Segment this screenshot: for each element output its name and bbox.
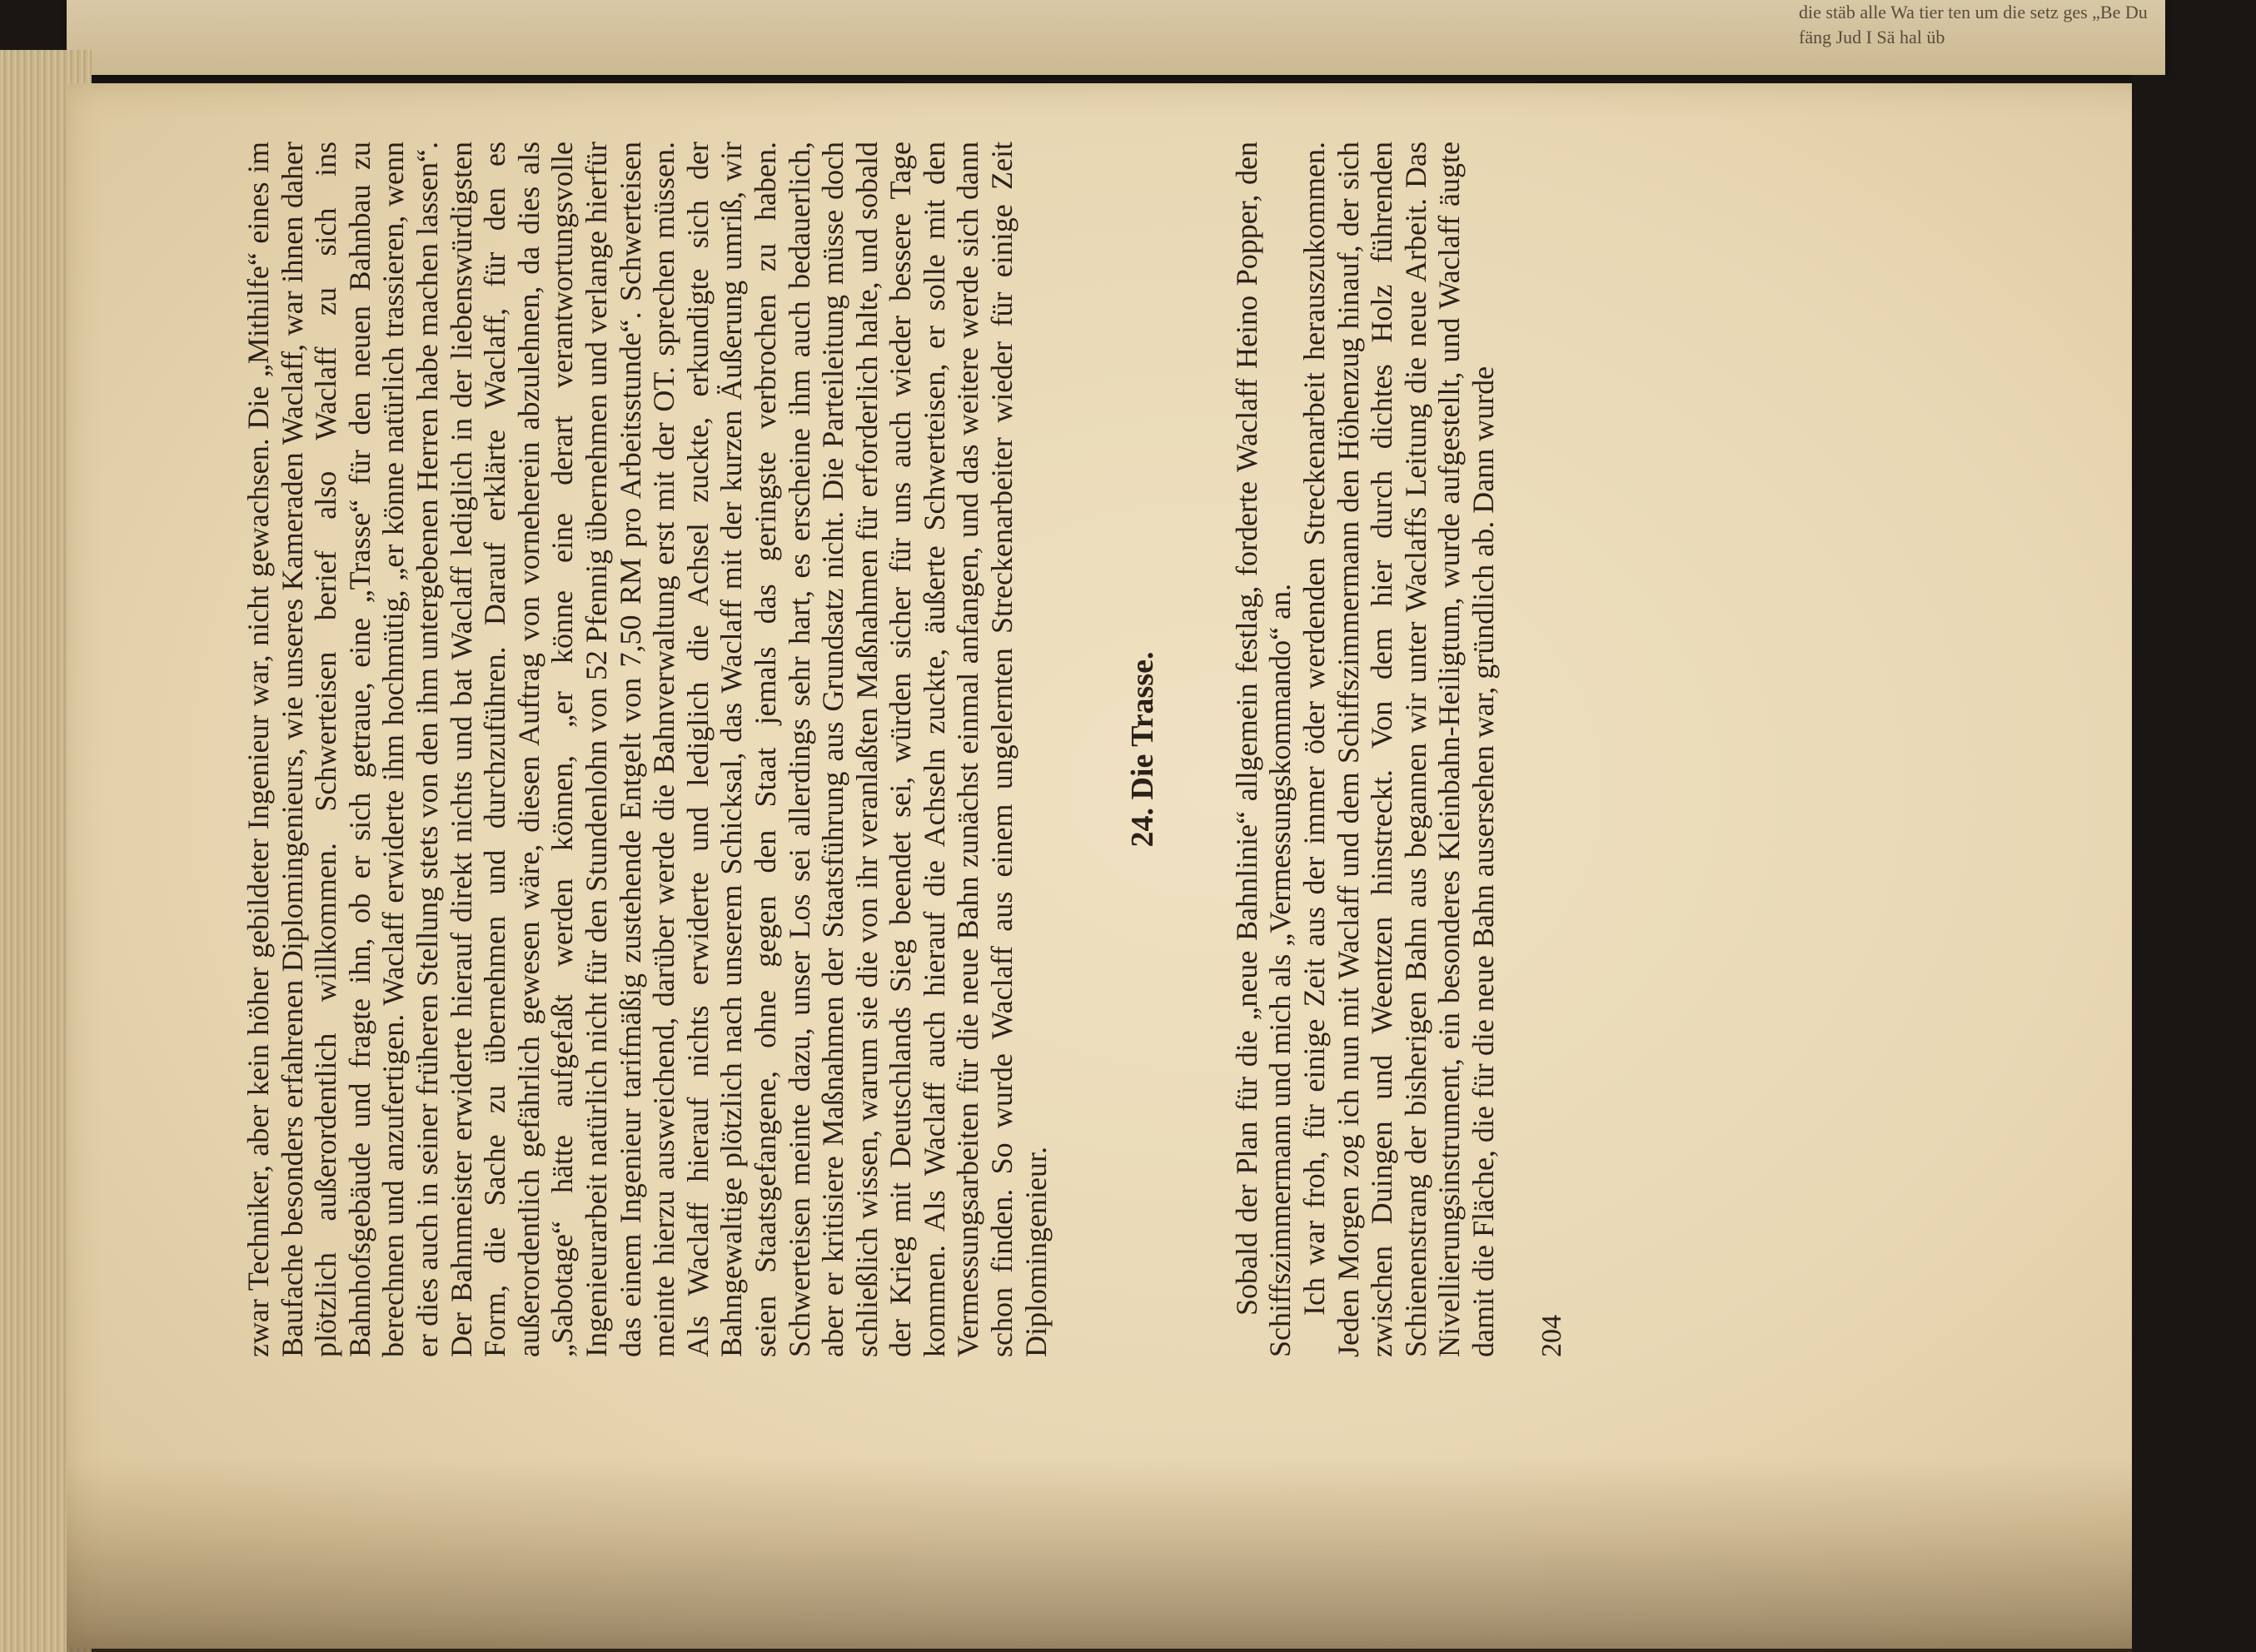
page-number: 204 [1536,1315,1567,1357]
background-shadow [2132,75,2256,1652]
body-paragraph: zwar Techniker, aber kein höher gebildeter Ingenieur war, nicht gewachsen. Die „Mithilfe“ eines im Baufache besonders erfahrenen Diplomingenieurs, wie unseres Kameraden Waclaff, war ihnen daher plötzlich außerordentlich willkommen. Schwerteisen berief also Waclaff zu sich ins Bahnhofsgebäude und fragte ihn, ob er sich getraue, eine „Trasse“ für den neuen Bahnbau zu berechnen und anzufertigen. Waclaff erwiderte ihm hochmütig, „er könne natürlich trassieren, wenn er dies auch in seiner früheren Stellung stets von den ihm untergebenen Herren habe machen lassen“. Der Bahnmeister erwiderte hierauf direkt nichts und bat Waclaff lediglich in der liebenswürdigsten Form, die Sache zu übernehmen und durchzuführen. Darauf erklärte Waclaff, für den es außerordentlich gefährlich gewesen wäre, diesen Auftrag von vorneherein abzulehnen, da dies als „Sabotage“ hätte aufgefaßt werden können, „er könne eine derart verantwortungsvolle Ingenieurarbeit natürlich nicht für den Stundenlohn von 52 Pfennig übernehmen und verlange hierfür das einem Ingenieur tarifmäßig zustehende Entgelt von 7,50 RM pro Arbeitsstunde“. Schwerteisen meinte hierzu ausweichend, darüber werde die Bahnverwaltung erst mit der OT. sprechen müssen. Als Waclaff hierauf nichts erwiderte und lediglich die Achsel zuckte, erkundigte sich der Bahngewaltige plötzlich nach unserem Schicksal, das Waclaff mit der kurzen Äußerung umriß, wir seien Staatsgefangene, ohne gegen den Staat jemals das geringste verbrochen zu haben. Schwerteisen meinte dazu, unser Los sei allerdings sehr hart, es erscheine ihm auch bedauerlich, aber er kritisiere Maßnahmen der Staatsführung aus Grundsatz nicht. Die Parteileitung müsse doch schließlich wissen, warum sie die von ihr veranlaßten Maßnahmen für erforderlich halte, und sobald der Krieg mit Deutschlands Sieg beendet sei, würden sicher für uns auch wieder bessere Tage kommen. Als Waclaff auch hierauf die Achseln zuckte, äußerte Schwerteisen, er solle mit den Vermessungsarbeiten für die neue Bahn zunächst einmal anfangen, und das weitere werde sich dann schon finden. So wurde Waclaff aus einem ungelernten Streckenarbeiter wieder für einige Zeit Diplomingenieur. [242,142,1053,1357]
section-paragraph: Sobald der Plan für die „neue Bahnlinie“ allgemein festlag, forderte Waclaff Heino Popper, den Schiffszimmermann und mich als „Vermessungskommando“ an. [1229,142,1297,1357]
section-paragraph: Ich war froh, für einige Zeit aus der immer öder werdenden Streckenarbeit herauszukommen. Jeden Morgen zog ich nun mit Waclaff und dem Schiffszimmermann den Höhenzug hinauf, der sich zwischen Duingen und Weentzen hinstreckt. Von dem hier durch dichtes Holz führenden Schienenstrang der bisherigen Bahn aus begannen wir unter Waclaffs Leitung die neue Arbeit. Das Nivellierungsinstrument, ein besonderes Kleinbahn-Heiligtum, wurde aufgestellt, und Waclaff äugte damit die Fläche, die für die neue Bahn ausersehen war, gründlich ab. Dann wurde [1297,142,1500,1357]
next-page-edge [67,0,2165,75]
chapter-heading: 24. Die Trasse. [1125,651,1161,848]
page-text-block [242,142,1907,1357]
next-page-fragment: die stäb alle Wa tier ten um die setz ges „Be Du fäng Jud I Sä hal üb [1799,2,2148,47]
